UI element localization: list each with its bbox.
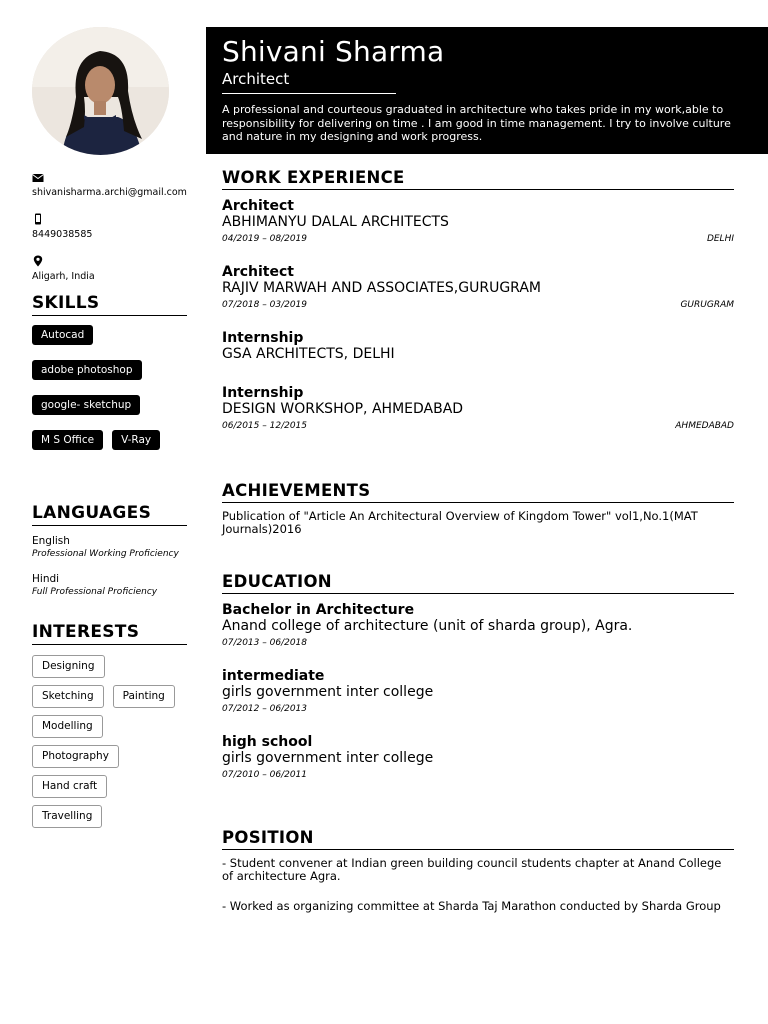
languages-heading: LANGUAGES xyxy=(32,503,187,526)
skills-tags xyxy=(32,325,187,450)
position-item: - Worked as organizing committee at Sharda Taj Marathon conducted by Sharda Group xyxy=(222,899,721,913)
envelope-icon xyxy=(32,168,44,187)
achievement-text: Publication of "Article An Architectural Overview of Kingdom Tower" vol1,No.1(MAT Journals)2016 xyxy=(222,509,698,536)
education-entry xyxy=(222,734,734,781)
education-section xyxy=(222,572,734,781)
header-banner xyxy=(206,27,768,154)
interest-tag: Designing xyxy=(32,655,105,678)
skill-tag: V-Ray xyxy=(112,430,160,450)
job-dates: 06/2015 – 12/2015 xyxy=(222,421,307,431)
institution-name: girls government inter college xyxy=(222,684,434,700)
phone-text: 8449038585 xyxy=(32,229,93,240)
employer-name: ABHIMANYU DALAL ARCHITECTS xyxy=(222,214,449,230)
interests-section xyxy=(32,622,187,835)
job-dates: 04/2019 – 08/2019 xyxy=(222,234,307,244)
interest-tag: Sketching xyxy=(32,685,104,708)
degree-title: high school xyxy=(222,734,313,750)
contact-info xyxy=(32,168,187,294)
profile-photo xyxy=(32,27,169,155)
language-level: Professional Working Proficiency xyxy=(32,549,179,559)
interest-tag: Modelling xyxy=(32,715,103,738)
institution-name: girls government inter college xyxy=(222,750,434,766)
phone-icon xyxy=(32,210,44,229)
job-title: Internship xyxy=(222,330,304,346)
languages-section xyxy=(32,503,187,598)
profile-photo-image xyxy=(32,27,169,155)
interests-tags xyxy=(32,655,187,828)
position-item: - Student convener at Indian green building council students chapter at Anand College of architecture Agra. xyxy=(222,856,722,883)
education-dates: 07/2013 – 06/2018 xyxy=(222,638,307,648)
contact-location xyxy=(32,252,187,283)
employer-name: RAJIV MARWAH AND ASSOCIATES,GURUGRAM xyxy=(222,280,541,296)
skill-tag: adobe photoshop xyxy=(32,360,142,380)
education-entry xyxy=(222,668,734,715)
degree-title: intermediate xyxy=(222,668,325,684)
contact-email xyxy=(32,168,187,199)
job-title: Internship xyxy=(222,385,304,401)
job-location: AHMEDABAD xyxy=(675,421,734,431)
job-location: DELHI xyxy=(706,234,734,244)
language-name: Hindi xyxy=(32,573,60,585)
work-entry xyxy=(222,264,734,311)
education-entry xyxy=(222,602,734,649)
job-title: Architect xyxy=(222,264,294,280)
language-level: Full Professional Proficiency xyxy=(32,587,158,597)
position-section xyxy=(222,828,734,913)
skill-tag: M S Office xyxy=(32,430,103,450)
work-experience-section xyxy=(222,168,734,432)
work-entry xyxy=(222,198,734,245)
employer-name: GSA ARCHITECTS, DELHI xyxy=(222,346,395,362)
email-text[interactable]: shivanisharma.archi@gmail.com xyxy=(32,187,187,198)
job-location: GURUGRAM xyxy=(680,300,734,310)
language-item xyxy=(32,535,187,560)
interest-tag: Hand craft xyxy=(32,775,107,798)
education-dates: 07/2010 – 06/2011 xyxy=(222,770,307,780)
location-pin-icon xyxy=(32,252,44,271)
location-text: Aligarh, India xyxy=(32,271,95,282)
achievements-heading: ACHIEVEMENTS xyxy=(222,481,734,503)
skill-tag: google- sketchup xyxy=(32,395,140,415)
job-dates: 07/2018 – 03/2019 xyxy=(222,300,307,310)
interest-tag: Travelling xyxy=(32,805,102,828)
interest-tag: Painting xyxy=(113,685,175,708)
skills-section xyxy=(32,293,187,465)
education-heading: EDUCATION xyxy=(222,572,734,594)
profile-summary: A professional and courteous graduated in architecture who takes pride in my work,able to responsibility for delivering on time . I am good in time management. I try to involve culture and nature in my designing and work progress. xyxy=(222,103,731,143)
position-heading: POSITION xyxy=(222,828,734,850)
degree-title: Bachelor in Architecture xyxy=(222,602,415,618)
language-name: English xyxy=(32,535,70,547)
language-item xyxy=(32,573,187,598)
employer-name: DESIGN WORKSHOP, AHMEDABAD xyxy=(222,401,464,417)
candidate-role: Architect xyxy=(222,70,396,94)
institution-name: Anand college of architecture (unit of sharda group), Agra. xyxy=(222,618,633,634)
skill-tag: Autocad xyxy=(32,325,93,345)
achievements-section xyxy=(222,481,734,536)
work-entry xyxy=(222,330,734,363)
skills-heading: SKILLS xyxy=(32,293,187,316)
work-entry xyxy=(222,385,734,432)
contact-phone xyxy=(32,210,187,241)
education-dates: 07/2012 – 06/2013 xyxy=(222,704,307,714)
interest-tag: Photography xyxy=(32,745,119,768)
candidate-name: Shivani Sharma xyxy=(222,35,445,68)
interests-heading: INTERESTS xyxy=(32,622,187,645)
work-experience-heading: WORK EXPERIENCE xyxy=(222,168,734,190)
job-title: Architect xyxy=(222,198,294,214)
